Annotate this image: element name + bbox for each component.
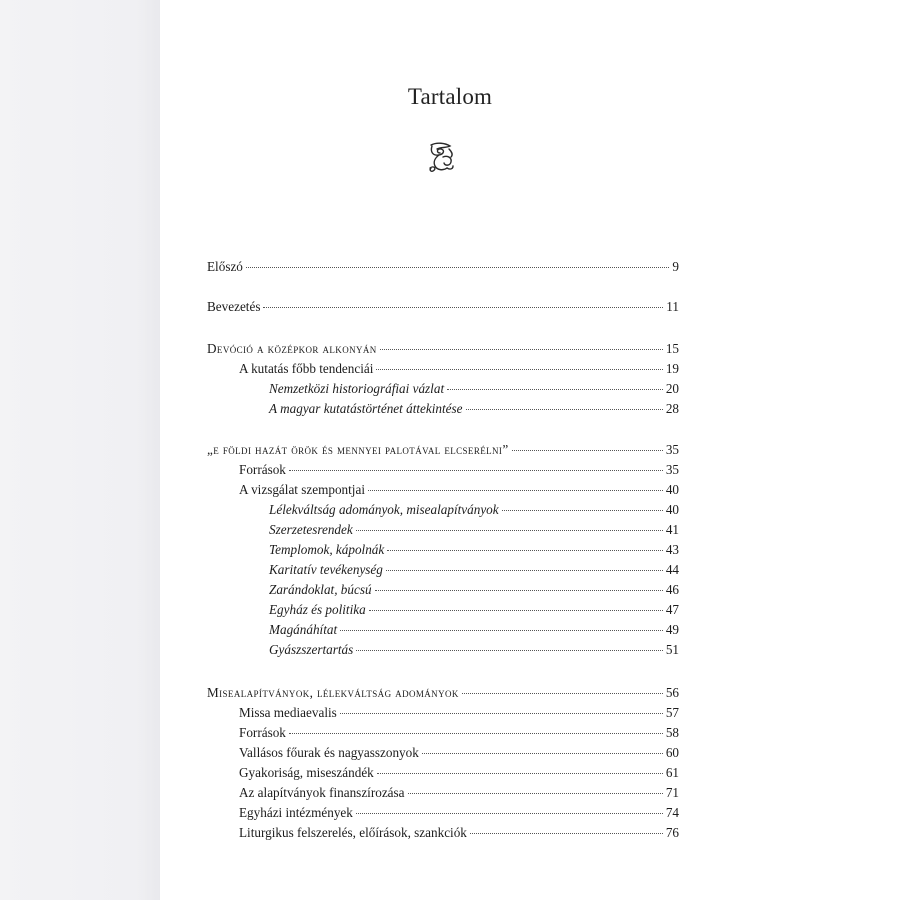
toc-entry	[239, 764, 679, 782]
toc-entry	[239, 704, 679, 722]
floral-ornament-icon	[425, 140, 457, 174]
toc-entry-page-number: 49	[665, 622, 679, 637]
book-gutter	[0, 0, 160, 900]
toc-entry-page-number: 20	[665, 381, 679, 396]
toc-entry-label: Egyház és politika	[269, 602, 366, 617]
dot-leader	[470, 832, 663, 834]
toc-entry-label: Előszó	[207, 259, 243, 274]
toc-entry-page-number: 61	[665, 765, 679, 780]
dot-leader	[356, 649, 663, 651]
toc-entry	[239, 724, 679, 742]
toc-entry-label: Szerzetesrendek	[269, 522, 353, 537]
dot-leader	[289, 732, 663, 734]
toc-entry-label: Lélekváltság adományok, misealapítványok	[269, 502, 499, 517]
toc-entry	[269, 541, 679, 559]
toc-entry-page-number: 60	[665, 745, 679, 760]
toc-entry-page-number: 47	[665, 602, 679, 617]
dot-leader	[263, 306, 663, 308]
toc-entry-page-number: 41	[665, 522, 679, 537]
toc-entry	[269, 641, 679, 659]
toc-entry-page-number: 11	[666, 299, 679, 314]
dot-leader	[387, 549, 663, 551]
toc-entry-page-number: 28	[665, 401, 679, 416]
toc-entry-page-number: 56	[665, 685, 679, 700]
toc-entry-label: Bevezetés	[207, 299, 261, 314]
page-title: Tartalom	[407, 84, 493, 109]
toc-entry-label: Zarándoklat, búcsú	[269, 582, 372, 597]
toc-entry-page-number: 44	[665, 562, 679, 577]
toc-entry-label: Gyakoriság, miseszándék	[239, 765, 374, 780]
toc-entry-label: Templomok, kápolnák	[269, 542, 385, 557]
dot-leader	[447, 388, 663, 390]
toc-entry-label: Devóció a középkor alkonyán	[207, 341, 377, 356]
toc-entry-label: Vallásos főurak és nagyasszonyok	[239, 745, 419, 760]
toc-entry-label: Egyházi intézmények	[239, 805, 353, 820]
dot-leader	[375, 589, 663, 591]
toc-entry-label: A magyar kutatástörténet áttekintése	[269, 401, 463, 416]
toc-entry	[269, 601, 679, 619]
toc-entry	[269, 581, 679, 599]
toc-entry	[239, 744, 679, 762]
toc-entry-page-number: 74	[665, 805, 679, 820]
dot-leader	[368, 489, 663, 491]
dot-leader	[340, 629, 663, 631]
toc-entry-page-number: 15	[665, 341, 679, 356]
toc-entry	[269, 521, 679, 539]
toc-entry	[207, 258, 679, 276]
toc-entry-label: „e földi hazát örök és mennyei palotával elcserélni”	[207, 442, 509, 457]
dot-leader	[246, 266, 670, 268]
dot-leader	[408, 792, 663, 794]
toc-entry-label: Karitatív tevékenység	[269, 562, 383, 577]
dot-leader	[356, 812, 663, 814]
toc-entry-label: Misealapítványok, lélekváltság adományok	[207, 685, 459, 700]
dot-leader	[340, 712, 663, 714]
dot-leader	[512, 449, 663, 451]
toc-entry-page-number: 71	[665, 785, 679, 800]
toc-entry-page-number: 35	[665, 462, 679, 477]
toc-entry-page-number: 51	[665, 642, 679, 657]
toc-entry	[207, 684, 679, 702]
dot-leader	[380, 348, 663, 350]
dot-leader	[369, 609, 663, 611]
toc-entry	[239, 824, 679, 842]
dot-leader	[356, 529, 663, 531]
toc-entry-page-number: 40	[665, 482, 679, 497]
toc-entry	[269, 621, 679, 639]
toc-entry-label: Missa mediaevalis	[239, 705, 337, 720]
toc-entry	[239, 481, 679, 499]
dot-leader	[377, 772, 663, 774]
toc-entry-page-number: 58	[665, 725, 679, 740]
toc-entry-page-number: 9	[672, 259, 679, 274]
toc-entry	[269, 561, 679, 579]
toc-entry-page-number: 35	[665, 442, 679, 457]
dot-leader	[462, 692, 663, 694]
toc-entry-page-number: 40	[665, 502, 679, 517]
toc-entry-page-number: 46	[665, 582, 679, 597]
toc-entry-label: Az alapítványok finanszírozása	[239, 785, 405, 800]
toc-entry	[269, 380, 679, 398]
dot-leader	[466, 408, 663, 410]
toc-entry	[207, 441, 679, 459]
toc-entry-label: Források	[239, 462, 286, 477]
toc-entry-label: Források	[239, 725, 286, 740]
toc-entry	[239, 804, 679, 822]
toc-entry-page-number: 19	[665, 361, 679, 376]
toc-entry	[239, 784, 679, 802]
dot-leader	[289, 469, 663, 471]
toc-entry-page-number: 76	[665, 825, 679, 840]
toc-entry-label: Nemzetközi historiográfiai vázlat	[269, 381, 445, 396]
dot-leader	[422, 752, 663, 754]
toc-entry	[207, 340, 679, 358]
toc-entry	[269, 501, 679, 519]
toc-entry-page-number: 43	[665, 542, 679, 557]
toc-entry-label: Liturgikus felszerelés, előírások, szankciók	[239, 825, 467, 840]
dot-leader	[376, 368, 662, 370]
toc-entry-label: Magánáhítat	[269, 622, 338, 637]
toc-entry	[269, 400, 679, 418]
dot-leader	[386, 569, 663, 571]
toc-entry-label: Gyászszertartás	[269, 642, 354, 657]
toc-entry-page-number: 57	[665, 705, 679, 720]
toc-entry-label: A vizsgálat szempontjai	[239, 482, 365, 497]
toc-entry-label: A kutatás főbb tendenciái	[239, 361, 374, 376]
toc-entry	[239, 461, 679, 479]
dot-leader	[502, 509, 663, 511]
toc-entry	[207, 298, 679, 316]
toc-entry	[239, 360, 679, 378]
